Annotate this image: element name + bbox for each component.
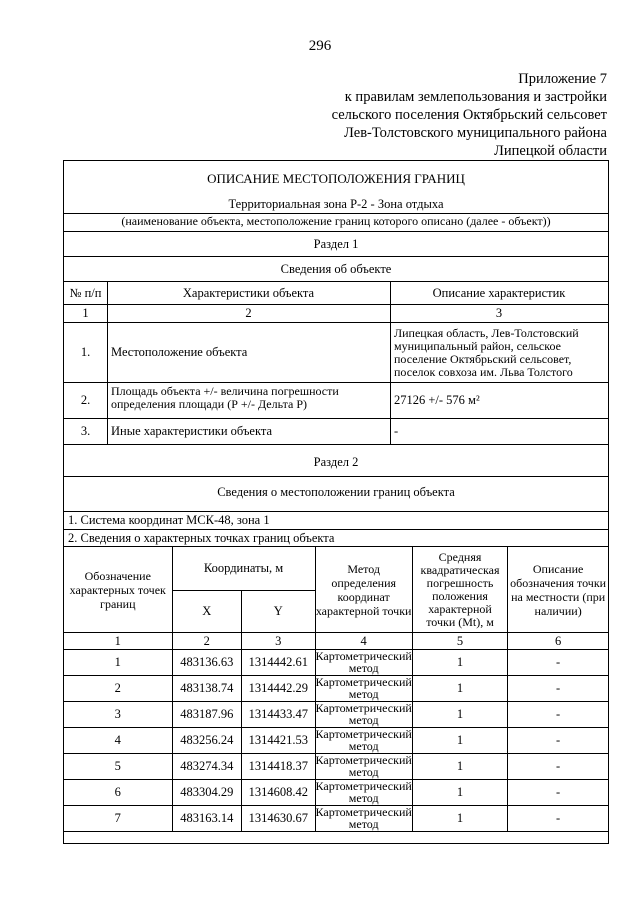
point-error: 1 <box>412 806 507 832</box>
section1-title: Раздел 1 <box>313 237 359 251</box>
coord-y: 1314421.53 <box>242 728 316 754</box>
appendix-line: Приложение 7 <box>518 71 607 87</box>
document-title: ОПИСАНИЕ МЕСТОПОЛОЖЕНИЯ ГРАНИЦ <box>207 171 465 186</box>
point-desc: - <box>508 780 609 806</box>
zone-note: (наименование объекта, местоположение границ которого описано (далее - объект)) <box>121 214 551 228</box>
column-number: 6 <box>508 633 609 650</box>
column-number: 4 <box>315 633 412 650</box>
point-desc: - <box>508 650 609 676</box>
point-desc: - <box>508 806 609 832</box>
row-number: 3. <box>80 424 91 438</box>
table-row <box>64 676 609 702</box>
point-desc: - <box>508 728 609 754</box>
row-value: 27126 +/- 576 м² <box>394 393 480 407</box>
table-row <box>64 702 609 728</box>
appendix-line: к правилам землепользования и застройки <box>344 89 607 105</box>
coord-y: 1314418.37 <box>242 754 316 780</box>
column-number: 1 <box>82 306 89 320</box>
header-method: Метод определения координат характерной точки <box>315 547 412 633</box>
divider <box>64 256 608 257</box>
point-desc: - <box>508 754 609 780</box>
point-id: 5 <box>64 754 173 780</box>
coord-x: 483138.74 <box>172 676 241 702</box>
section2-title: Раздел 2 <box>313 455 359 469</box>
coord-x: 483304.29 <box>172 780 241 806</box>
description-frame <box>63 160 609 445</box>
appendix-header <box>332 70 607 160</box>
point-desc: - <box>508 702 609 728</box>
coord-y: 1314442.61 <box>242 650 316 676</box>
points-title: 2. Сведения о характерных точках границ объекта <box>68 530 335 545</box>
point-error: 1 <box>412 702 507 728</box>
header-y: Y <box>242 591 316 633</box>
header-x: X <box>172 591 241 633</box>
row-name: Иные характеристики объекта <box>111 424 273 438</box>
coord-y: 1314608.42 <box>242 780 316 806</box>
row-value: Липецкая область, Лев-Толстовский муниципальный район, сельское поселение Октябрьский сельсовет, поселок совхоза им. Льва Толстого <box>394 325 579 379</box>
column-number: 1 <box>64 633 173 650</box>
coord-x: 483163.14 <box>172 806 241 832</box>
coord-x: 483256.24 <box>172 728 241 754</box>
column-number: 5 <box>412 633 507 650</box>
coord-y: 1314433.47 <box>242 702 316 728</box>
divider <box>64 476 608 477</box>
row-value: - <box>394 424 399 438</box>
column-number: 2 <box>172 633 241 650</box>
point-id: 1 <box>64 650 173 676</box>
point-method: Картометрический метод <box>315 727 412 753</box>
column-divider <box>107 281 108 445</box>
header-description: Описание характеристик <box>432 285 566 300</box>
header-number: № п/п <box>69 285 102 300</box>
coord-x: 483136.63 <box>172 650 241 676</box>
appendix-line: Лев-Толстовского муниципального района <box>344 125 607 141</box>
point-id: 7 <box>64 806 173 832</box>
point-error: 1 <box>412 676 507 702</box>
point-method: Картометрический метод <box>315 753 412 779</box>
table-row <box>64 780 609 806</box>
point-method: Картометрический метод <box>315 675 412 701</box>
point-rows <box>64 650 609 832</box>
coord-y: 1314630.67 <box>242 806 316 832</box>
table-row <box>64 650 609 676</box>
appendix-line: сельского поселения Октябрьский сельсовет <box>331 107 607 123</box>
point-error: 1 <box>412 650 507 676</box>
column-number: 2 <box>245 306 252 320</box>
row-number: 2. <box>80 393 91 407</box>
row-number: 1. <box>80 345 91 359</box>
point-error: 1 <box>412 728 507 754</box>
table-row <box>64 728 609 754</box>
column-number: 3 <box>495 306 503 320</box>
object-info-title: Сведения об объекте <box>280 262 392 276</box>
points-table <box>63 546 609 832</box>
page-number: 296 <box>308 38 332 54</box>
header-characteristics: Характеристики объекта <box>182 285 315 300</box>
point-id: 2 <box>64 676 173 702</box>
coord-x: 483187.96 <box>172 702 241 728</box>
point-method: Картометрический метод <box>315 805 412 831</box>
row-name: Местоположение объекта <box>111 345 248 359</box>
point-error: 1 <box>412 780 507 806</box>
point-method: Картометрический метод <box>315 649 412 675</box>
header-error: Средняя квадратическая погрешность положения характерной точки (Mt), м <box>412 547 507 633</box>
point-method: Картометрический метод <box>315 701 412 727</box>
header-point-desc: Описание обозначения точки на местности (при наличии) <box>508 547 609 633</box>
header-point-name: Обозначение характерных точек границ <box>64 547 173 633</box>
table-row <box>64 754 609 780</box>
point-error: 1 <box>412 754 507 780</box>
table-row <box>64 806 609 832</box>
coord-x: 483274.34 <box>172 754 241 780</box>
section2-subtitle: Сведения о местоположении границ объекта <box>217 485 455 499</box>
point-id: 3 <box>64 702 173 728</box>
divider <box>64 231 608 232</box>
point-desc: - <box>508 676 609 702</box>
point-id: 4 <box>64 728 173 754</box>
coord-system: 1. Система координат МСК-48, зона 1 <box>68 513 270 527</box>
header-coordinates: Координаты, м <box>172 547 315 591</box>
coord-y: 1314442.29 <box>242 676 316 702</box>
point-id: 6 <box>64 780 173 806</box>
column-number: 3 <box>242 633 316 650</box>
point-method: Картометрический метод <box>315 779 412 805</box>
row-name: Площадь объекта +/- величина погрешности определения площади (Р +/- Дельта Р) <box>111 384 339 411</box>
column-divider <box>390 281 391 445</box>
zone-name: Территориальная зона Р-2 - Зона отдыха <box>228 197 444 211</box>
appendix-line: Липецкой области <box>494 143 607 159</box>
